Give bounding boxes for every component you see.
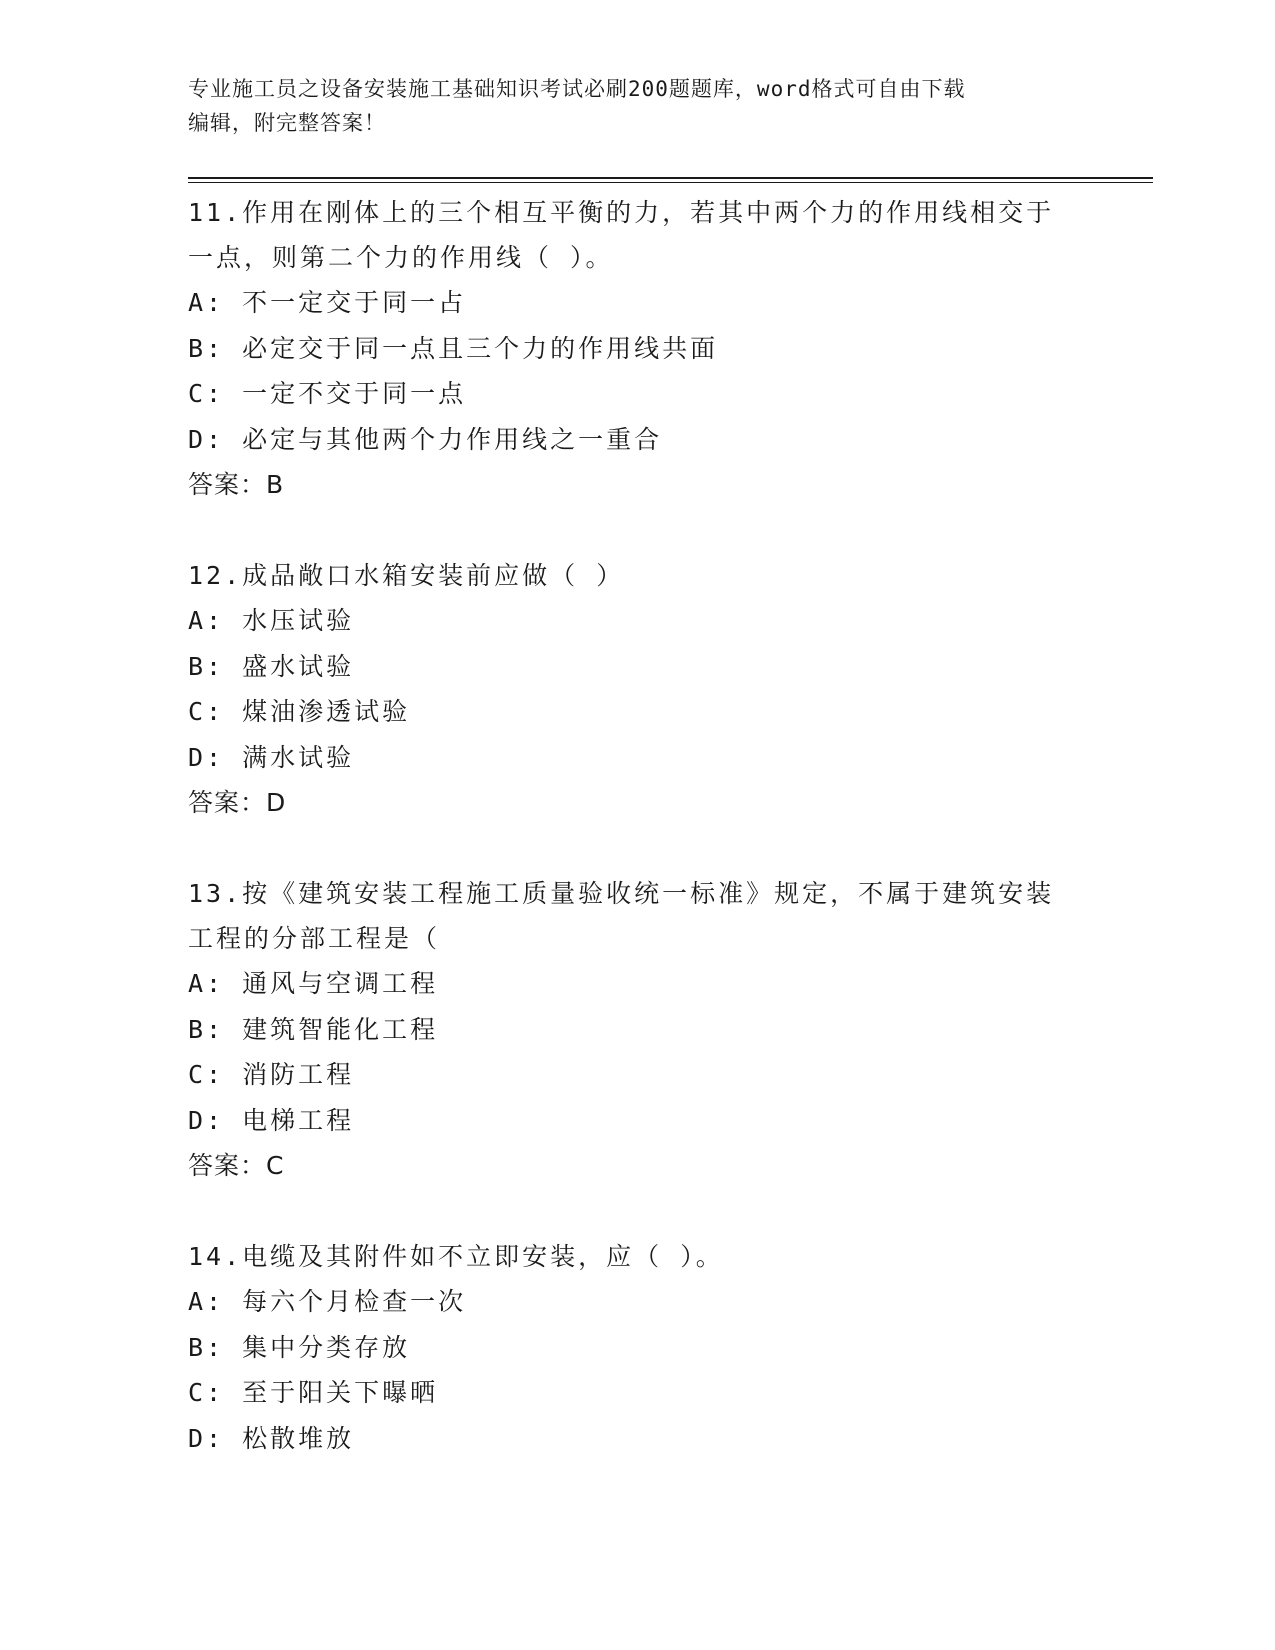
- header-divider-thick: [188, 177, 1153, 179]
- option-d: D: 必定与其他两个力作用线之一重合: [188, 424, 663, 454]
- answer-label: 答案：D: [188, 788, 287, 817]
- question-13: [188, 871, 1088, 1188]
- option-a: A: 通风与空调工程: [188, 969, 439, 998]
- option-b: B: 建筑智能化工程: [188, 1014, 439, 1044]
- question-stem: 13.按《建筑安装工程施工质量验收统一标准》规定，不属于建筑安装: [188, 879, 1055, 908]
- question-stem: 12.成品敞口水箱安装前应做（ ）: [188, 561, 625, 590]
- question-stem: 11.作用在刚体上的三个相互平衡的力，若其中两个力的作用线相交于: [188, 198, 1055, 227]
- question-stem-continued: 工程的分部工程是（: [188, 924, 441, 953]
- question-14: [188, 1234, 1088, 1461]
- question-stem: 14.电缆及其附件如不立即安装，应（ ）。: [188, 1242, 724, 1271]
- option-a: A: 每六个月检查一次: [188, 1287, 467, 1316]
- option-d: D: 松散堆放: [188, 1423, 355, 1453]
- question-12: [188, 553, 1088, 825]
- question-list: [188, 190, 1088, 1507]
- answer-label: 答案：C: [188, 1151, 285, 1180]
- header-title-line-2: 编辑，附完整答案！: [188, 111, 386, 135]
- document-header: [188, 72, 1088, 140]
- option-b: B: 盛水试验: [188, 651, 355, 681]
- option-c: C: 一定不交于同一点: [188, 379, 467, 408]
- option-b: B: 必定交于同一点且三个力的作用线共面: [188, 333, 719, 363]
- option-d: D: 满水试验: [188, 742, 355, 772]
- question-11: [188, 190, 1088, 507]
- option-c: C: 煤油渗透试验: [188, 697, 411, 726]
- option-a: A: 不一定交于同一占: [188, 288, 467, 317]
- option-c: C: 消防工程: [188, 1060, 355, 1089]
- header-title-line-1: 专业施工员之设备安装施工基础知识考试必刷200题题库，word格式可自由下载: [188, 77, 966, 101]
- option-b: B: 集中分类存放: [188, 1332, 411, 1362]
- header-divider-thin: [188, 182, 1153, 183]
- option-a: A: 水压试验: [188, 606, 355, 635]
- option-c: C: 至于阳关下曝晒: [188, 1378, 439, 1407]
- answer-label: 答案：B: [188, 470, 285, 499]
- question-stem-continued: 一点，则第二个力的作用线（ ）。: [188, 243, 614, 272]
- option-d: D: 电梯工程: [188, 1105, 355, 1135]
